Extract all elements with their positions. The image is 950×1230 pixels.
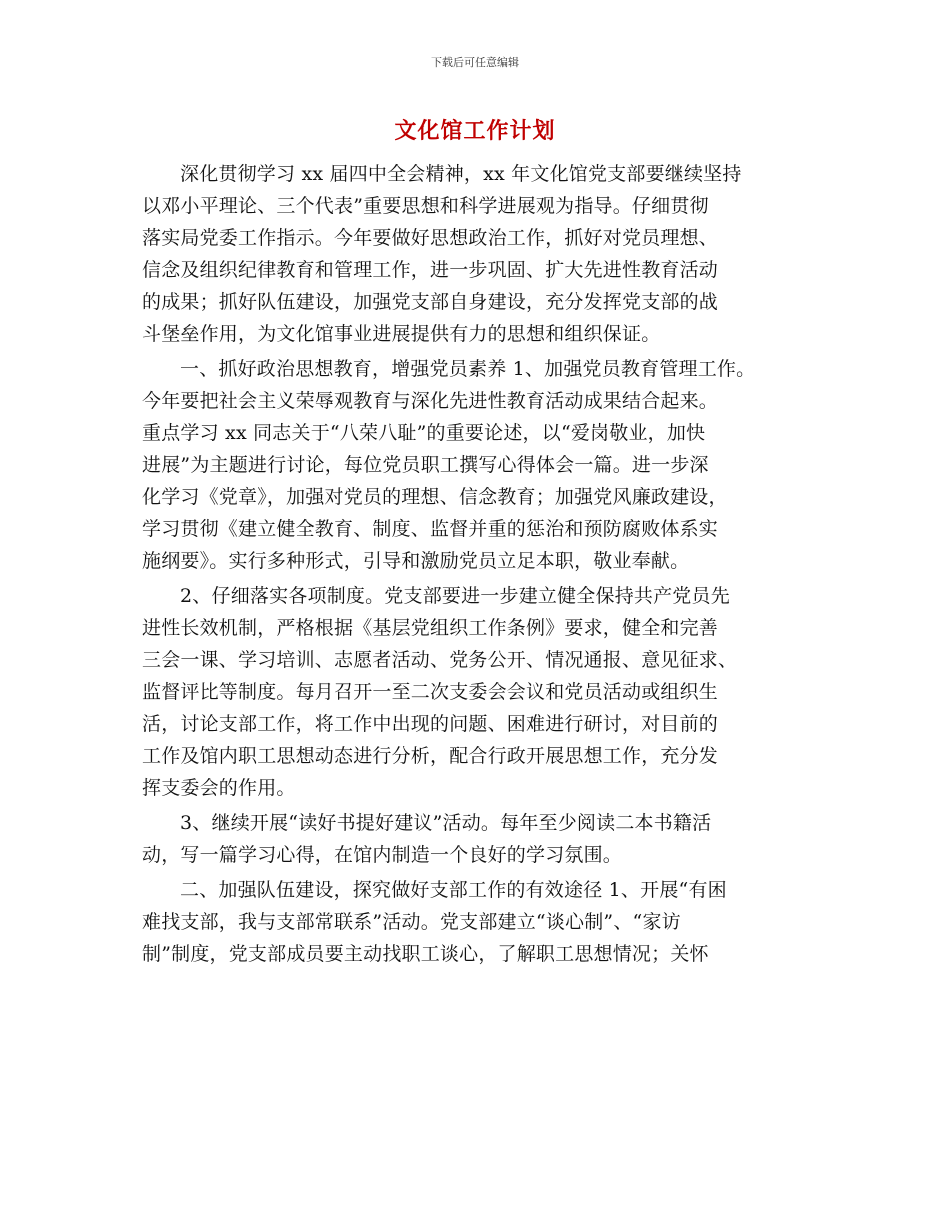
- text-line: 重点学习 xx 同志关于“八荣八耻”的重要论述，以“爱岗敬业，加快: [142, 422, 706, 444]
- text-line: 难找支部，我与支部常联系”活动。党支部建立“谈心制”、“家访: [142, 911, 681, 933]
- text-line: 2、仔细落实各项制度。党支部要进一步建立健全保持共产党员先: [180, 585, 730, 607]
- text-line: 的成果；抓好队伍建设，加强党支部自身建设，充分发挥党支部的战: [142, 291, 719, 313]
- text-line: 信念及组织纪律教育和管理工作，进一步巩固、扩大先进性教育活动: [142, 259, 719, 281]
- text-line: 动，写一篇学习心得，在馆内制造一个良好的学习氛围。: [142, 844, 623, 866]
- text-line: 三会一课、学习培训、志愿者活动、党务公开、情况通报、意见征求、: [142, 649, 738, 671]
- text-line: 施纲要》。实行多种形式，引导和激励党员立足本职，敬业奉献。: [142, 550, 690, 572]
- text-line: 进展”为主题进行讨论，每位党员职工撰写心得体会一篇。进一步深: [142, 454, 709, 476]
- text-line: 深化贯彻学习 xx 届四中全会精神，xx 年文化馆党支部要继续坚持: [180, 163, 742, 185]
- paragraph-intro: [142, 158, 822, 350]
- paragraph-item-3: [142, 807, 822, 871]
- text-line: 监督评比等制度。每月召开一至二次支委会会议和党员活动或组织生: [142, 681, 719, 703]
- text-line: 学习贯彻《建立健全教育、制度、监督并重的惩治和预防腐败体系实: [142, 518, 719, 540]
- header-note: 下载后可任意编辑: [431, 56, 519, 69]
- text-line: 一、抓好政治思想教育，增强党员素养 1、加强党员教育管理工作。: [180, 358, 756, 380]
- text-line: 制”制度，党支部成员要主动找职工谈心，了解职工思想情况；关怀: [142, 943, 709, 965]
- paragraph-item-2: [142, 580, 822, 804]
- paragraph-section-1: [142, 353, 822, 577]
- text-line: 二、加强队伍建设，探究做好支部工作的有效途径 1、开展“有困: [180, 879, 727, 901]
- paragraph-section-2: [142, 874, 822, 970]
- text-line: 落实局党委工作指示。今年要做好思想政治工作，抓好对党员理想、: [142, 227, 719, 249]
- text-line: 以邓小平理论、三个代表”重要思想和科学进展观为指导。仔细贯彻: [142, 195, 709, 217]
- document-body: [142, 158, 822, 973]
- text-line: 工作及馆内职工思想动态进行分析，配合行政开展思想工作，充分发: [142, 745, 719, 767]
- document-title: 文化馆工作计划: [394, 118, 556, 144]
- text-line: 挥支委会的作用。: [142, 777, 296, 799]
- text-line: 进性长效机制，严格根据《基层党组织工作条例》要求，健全和完善: [142, 617, 719, 639]
- text-line: 今年要把社会主义荣辱观教育与深化先进性教育活动成果结合起来。: [142, 390, 719, 412]
- text-line: 活，讨论支部工作，将工作中出现的问题、困难进行研讨，对目前的: [142, 713, 719, 735]
- text-line: 3、继续开展“读好书提好建议”活动。每年至少阅读二本书籍活: [180, 812, 712, 834]
- text-line: 斗堡垒作用，为文化馆事业进展提供有力的思想和组织保证。: [142, 323, 661, 345]
- text-line: 化学习《党章》，加强对党员的理想、信念教育；加强党风廉政建设，: [142, 486, 728, 508]
